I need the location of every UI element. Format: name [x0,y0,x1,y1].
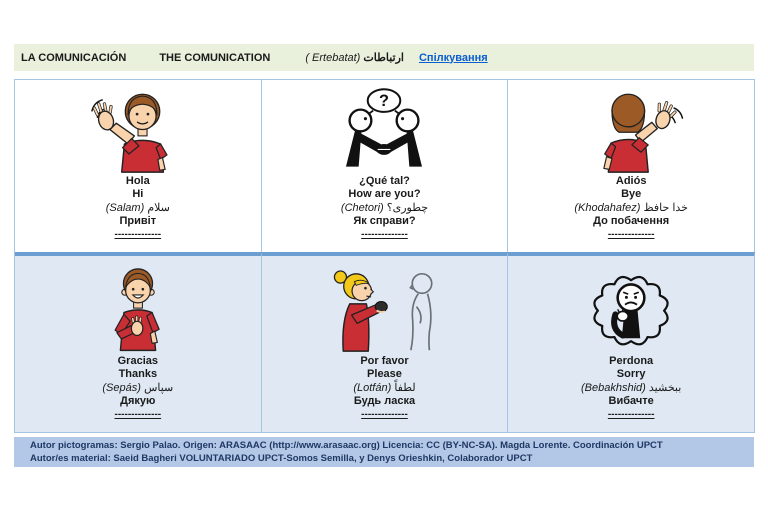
phrase-uk: Дякую [120,395,156,408]
title-spanish: LA COMUNICACIÓN [21,51,127,64]
phrase-es: Perdona [609,355,654,367]
dash-separator: -------------- [114,228,162,240]
phrase-fa [353,382,415,395]
phrase-en: Bye [621,188,642,201]
phrase-fa-roman: (Lotfán) [353,381,392,394]
phrase-es: Adiós [615,175,647,187]
que-tal-pictogram-box [318,83,450,173]
card-gracias [15,252,262,433]
phrase-en: Hi [132,188,144,201]
adios-phrases [574,175,688,241]
adios-pictogram-box [571,83,691,173]
phrase-en: How are you? [348,188,421,201]
title-farsi-romanized: ( Ertebatat) [305,52,361,64]
goodbye-wave-back-icon [571,87,691,173]
sorry-sad-figure-icon [575,261,687,353]
svg-text:?: ? [379,92,390,111]
thanks-hand-on-chest-icon [83,265,193,353]
title-bar [14,44,754,71]
phrase-es: Hola [125,175,150,187]
dash-separator: -------------- [607,408,655,420]
phrase-es: Gracias [117,355,158,367]
phrase-uk: Вибачте [608,395,654,408]
phrase-es: Por favor [360,355,409,367]
credits-line-1: Autor pictogramas: Sergio Palao. Origen: ARASAAC (http://www.arasaac.org) Licencia: CC (BY-NC-SA). Magda Lorente. Coordinación UPCT [30,440,663,451]
phrase-en: Please [367,368,402,381]
phrase-fa-roman: (Chetori) [340,201,384,214]
card-adios [508,80,755,252]
title-farsi-native: ارتباطات [363,52,404,64]
phrase-uk: Як справи? [353,215,416,228]
phrase-fa-native: چطوری؟ [386,201,429,214]
dash-separator: -------------- [361,228,408,240]
phrase-uk: Привіт [119,215,157,228]
dash-separator: -------------- [607,228,655,240]
title-english: THE COMUNICATION [159,51,271,64]
phrase-uk: Будь ласка [353,395,416,408]
phrase-fa [102,382,173,395]
phrase-fa [574,202,688,215]
card-que-tal [262,80,509,252]
que-tal-phrases [341,175,428,241]
phrase-fa-native: لطفاً [394,381,416,394]
title-farsi [305,51,404,64]
handshake-question-icon [318,87,450,173]
gracias-phrases [102,355,173,421]
phrase-en: Thanks [118,368,158,381]
phrase-fa-roman: (Khodahafez) [574,201,641,214]
girl-waving-hello-icon [78,87,198,173]
dash-separator: -------------- [114,408,162,420]
phrase-uk: До побачення [593,215,670,228]
phrase-fa-roman: (Salam) [105,201,145,214]
card-perdona [508,252,755,433]
please-pleading-icon [314,265,454,353]
phrase-fa [581,382,681,395]
por-favor-phrases [353,355,415,421]
title-ukrainian-link[interactable]: Спілкування [418,51,488,64]
perdona-phrases [581,355,681,421]
gracias-pictogram-box [83,259,193,353]
phrase-fa-native: خدا حافظ [643,201,688,214]
phrase-fa-native: سلام [147,201,170,214]
hola-pictogram-box [78,83,198,173]
credits-line-2: Autor/es material: Saeid Bagheri VOLUNTARIADO UPCT-Somos Semilla, y Denys Orieshkin, Colaborador UPCT [30,452,533,464]
phrase-en: Sorry [616,368,646,381]
phrase-fa-native: سپاس [143,381,174,394]
card-hola [15,80,262,252]
dash-separator: -------------- [361,408,408,420]
card-por-favor [262,252,509,433]
credits-footer [14,437,754,467]
phrase-grid [14,79,755,433]
por-favor-pictogram-box [314,259,454,353]
phrase-fa-roman: (Bebakhshid) [581,381,646,394]
perdona-pictogram-box [575,259,687,353]
phrase-es: ¿Qué tal? [359,175,410,187]
phrase-fa-native: ببخشید [648,381,682,394]
phrase-fa [106,202,170,215]
phrase-fa [341,202,428,215]
phrase-fa-roman: (Sepás) [102,381,141,394]
hola-phrases [106,175,170,241]
